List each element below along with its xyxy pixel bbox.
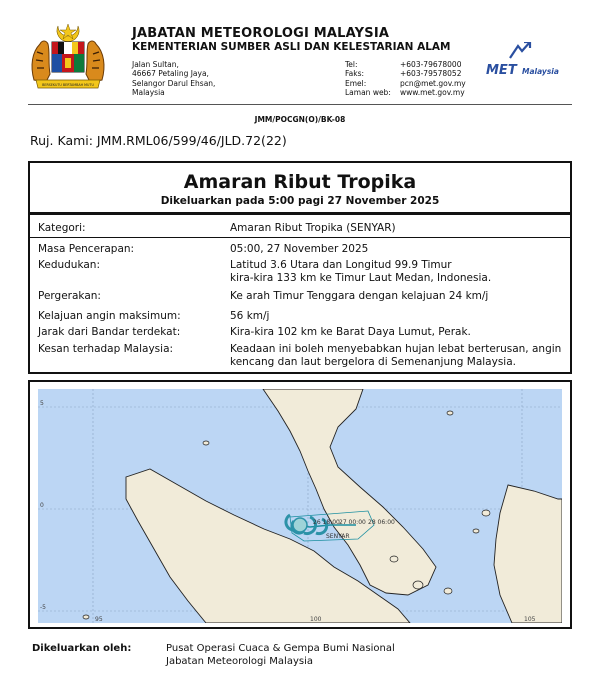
jarak-value: Kira-kira 102 km ke Barat Daya Lumut, Perak.: [230, 326, 471, 338]
reference-code: JMM/POCGN(O)/BK-08: [254, 115, 346, 124]
issued-time: Dikeluarkan pada 5:00 pagi 27 November 2025: [160, 195, 440, 207]
met-logo-text: MET: [486, 63, 517, 78]
lat-label: 0: [40, 502, 44, 509]
contact-value: www.met.gov.my: [400, 87, 465, 97]
issuer-line: Jabatan Meteorologi Malaysia: [166, 655, 313, 667]
track-label: 26 18:00: [313, 519, 340, 526]
kesan-value-line: kencang dan laut bergelora di Semenanjung Malaysia.: [230, 355, 516, 368]
lon-label: 100: [310, 616, 322, 623]
kelajuan-value: 56 km/j: [230, 310, 270, 322]
contact-value: pcn@met.gov.my: [400, 78, 466, 88]
lon-label: 95: [95, 616, 103, 623]
kedudukan-value-line: kira-kira 133 km ke Timur Laut Medan, Indonesia.: [230, 271, 492, 284]
contact-value: +603-79578052: [400, 69, 462, 79]
kelajuan-label: Kelajuan angin maksimum:: [38, 310, 181, 322]
address-line: Jalan Sultan,: [132, 60, 179, 69]
address-block: [132, 60, 215, 97]
address-line: Malaysia: [132, 87, 165, 97]
contact-value: +603-79678000: [400, 60, 462, 69]
kesan-label: Kesan terhadap Malaysia:: [38, 343, 174, 355]
jarak-label: Jarak dari Bandar terdekat:: [38, 326, 181, 338]
header-divider: [28, 104, 572, 105]
contact-block: [345, 60, 466, 97]
issuer-line: Pusat Operasi Cuaca & Gempa Bumi Nasional: [166, 643, 395, 654]
warning-details: [28, 213, 572, 374]
lat-label: 5: [40, 400, 44, 407]
malaysia-coat-of-arms-logo: [28, 22, 108, 90]
kategori-value: Amaran Ribut Tropika (SENYAR): [230, 222, 396, 234]
track-label: 28 06:00: [368, 519, 395, 526]
contact-label: Faks:: [345, 69, 364, 79]
divider: [30, 237, 570, 238]
our-reference: Ruj. Kami: JMM.RML06/599/46/JLD.72(22): [30, 133, 287, 148]
masa-value: 05:00, 27 November 2025: [230, 243, 369, 255]
track-label: 27 00:00: [339, 519, 366, 526]
borneo-land: [494, 485, 562, 623]
contact-label: Tel:: [345, 60, 358, 69]
ministry-name: KEMENTERIAN SUMBER ASLI DAN KELESTARIAN ALAM: [132, 41, 451, 53]
storm-track-map-frame: [28, 380, 572, 629]
pergerakan-label: Pergerakan:: [38, 290, 101, 302]
warning-title-box: [28, 161, 572, 214]
kedudukan-label: Kedudukan:: [38, 259, 100, 271]
address-line: Selangor Darul Ehsan,: [132, 78, 216, 88]
storm-name-label: SENYAR: [326, 533, 350, 540]
kedudukan-value-line: Latitud 3.6 Utara dan Longitud 99.9 Timur: [230, 259, 452, 271]
address-line: 46667 Petaling Jaya,: [132, 69, 209, 79]
storm-track-map: [38, 389, 562, 623]
kesan-value-line: Keadaan ini boleh menyebabkan hujan lebat berterusan, angin: [230, 343, 562, 355]
pergerakan-value: Ke arah Timur Tenggara dengan kelajuan 24 km/j: [230, 290, 489, 302]
crest-motto: BERSEKUTU BERTAMBAH MUTU: [42, 83, 94, 87]
issued-by-label: Dikeluarkan oleh:: [32, 643, 132, 654]
masa-label: Masa Pencerapan:: [38, 243, 135, 255]
contact-label: Emel:: [345, 78, 367, 88]
met-malaysia-logo: [484, 42, 570, 82]
lon-label: 105: [524, 616, 536, 623]
warning-title: Amaran Ribut Tropika: [183, 171, 417, 193]
storm-center: [293, 518, 307, 532]
contact-label: Laman web:: [345, 87, 391, 97]
lat-label: -5: [40, 604, 46, 611]
kategori-label: Kategori:: [38, 222, 86, 234]
org-name: JABATAN METEOROLOGI MALAYSIA: [132, 26, 390, 41]
met-logo-sub: Malaysia: [522, 67, 559, 76]
issued-by: [166, 643, 395, 668]
